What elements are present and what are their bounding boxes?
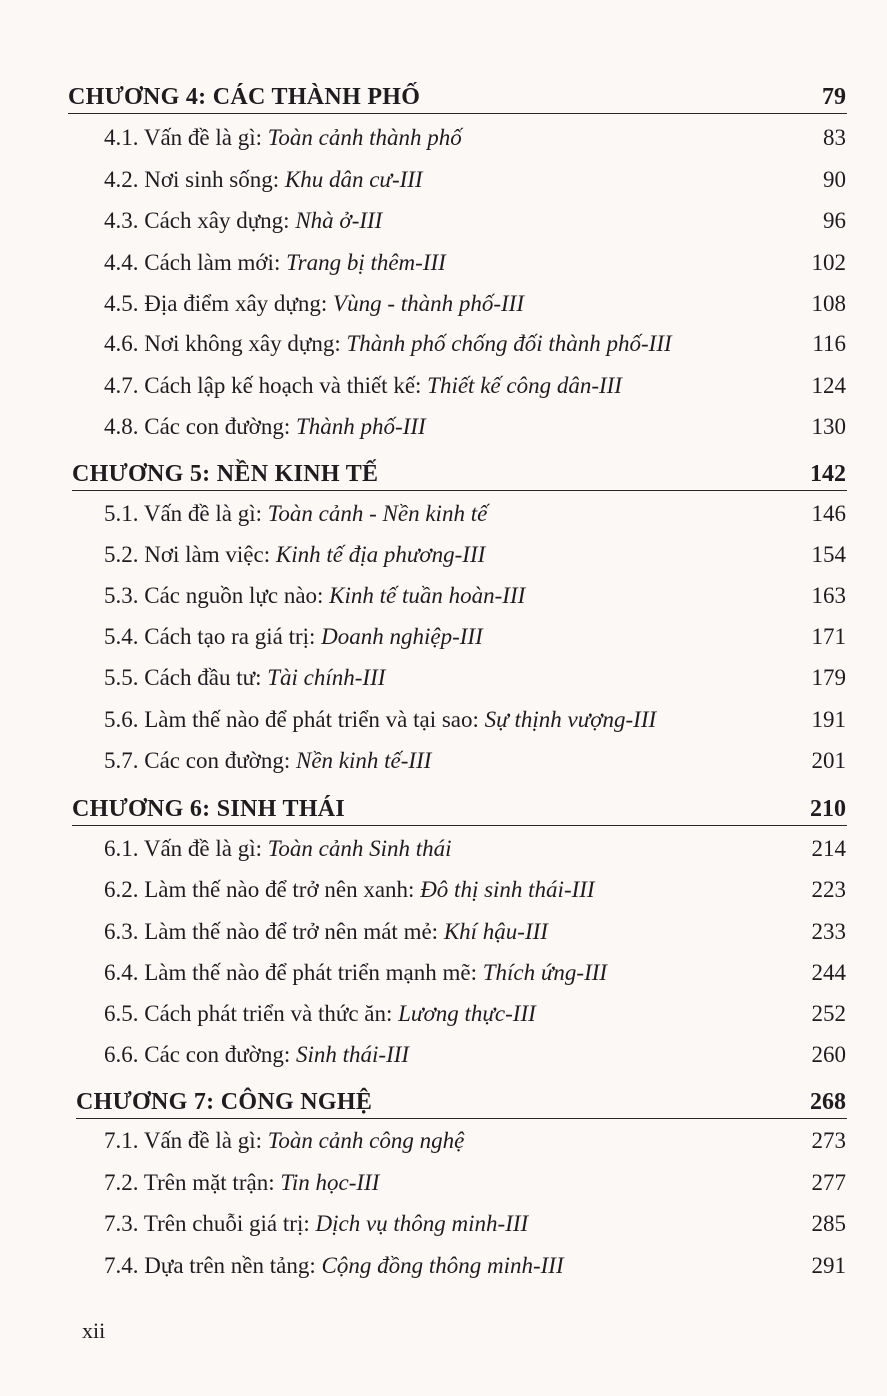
toc-entry: 5.1. Vấn đề là gì: Toàn cảnh - Nền kinh tế xyxy=(104,501,488,526)
toc-entry: 5.6. Làm thế nào để phát triển và tại sao: Sự thịnh vượng-III xyxy=(104,707,657,732)
toc-entry: 5.2. Nơi làm việc: Kinh tế địa phương-III xyxy=(104,542,486,567)
toc-entry: 5.7. Các con đường: Nền kinh tế-III xyxy=(104,748,432,773)
page-folio: xii xyxy=(82,1318,106,1343)
toc-entry-page: 223 xyxy=(811,877,846,902)
toc-entry-page: 124 xyxy=(811,373,846,398)
toc-entry-page: 96 xyxy=(823,208,846,233)
chapter-5-page: 142 xyxy=(810,461,846,487)
toc-entry: 5.4. Cách tạo ra giá trị: Doanh nghiệp-III xyxy=(104,624,483,649)
toc-entry-page: 83 xyxy=(823,125,846,150)
toc-entry: 4.8. Các con đường: Thành phố-III xyxy=(104,414,426,439)
toc-entry-page: 90 xyxy=(823,167,846,192)
chapter-7-page: 268 xyxy=(810,1089,846,1115)
toc-entry-page: 163 xyxy=(811,583,846,608)
toc-entry-page: 277 xyxy=(811,1170,846,1195)
toc-entry: 5.5. Cách đầu tư: Tài chính-III xyxy=(104,665,386,690)
toc-entry: 7.2. Trên mặt trận: Tin học-III xyxy=(104,1170,380,1195)
toc-entry-page: 233 xyxy=(811,919,846,944)
chapter-5-rule xyxy=(72,490,847,491)
chapter-4-rule xyxy=(68,113,847,114)
toc-entry: 4.3. Cách xây dựng: Nhà ở-III xyxy=(104,208,383,233)
toc-entry: 4.4. Cách làm mới: Trang bị thêm-III xyxy=(104,250,446,275)
toc-entry-page: 214 xyxy=(811,836,846,861)
toc-entry-page: 273 xyxy=(811,1128,846,1153)
toc-entry: 4.7. Cách lập kế hoạch và thiết kế: Thiết kế công dân-III xyxy=(104,373,622,398)
chapter-5-heading: CHƯƠNG 5: NỀN KINH TẾ xyxy=(72,461,379,487)
toc-entry: 6.1. Vấn đề là gì: Toàn cảnh Sinh thái xyxy=(104,836,452,861)
toc-entry: 4.6. Nơi không xây dựng: Thành phố chống đối thành phố-III xyxy=(104,331,672,356)
toc-entry-page: 260 xyxy=(811,1042,846,1067)
toc-entry-page: 201 xyxy=(811,748,846,773)
toc-entry-page: 108 xyxy=(811,291,846,316)
toc-entry: 6.3. Làm thế nào để trở nên mát mẻ: Khí hậu-III xyxy=(104,919,548,944)
toc-entry-page: 116 xyxy=(812,331,846,356)
toc-entry: 6.2. Làm thế nào để trở nên xanh: Đô thị sinh thái-III xyxy=(104,877,595,902)
toc-entry-page: 179 xyxy=(811,665,846,690)
toc-entry-page: 291 xyxy=(811,1253,846,1278)
toc-entry-page: 285 xyxy=(811,1211,846,1236)
toc-entry: 7.1. Vấn đề là gì: Toàn cảnh công nghệ xyxy=(104,1128,465,1153)
chapter-7-rule xyxy=(76,1118,847,1119)
toc-entry-page: 191 xyxy=(811,707,846,732)
toc-entry-page: 154 xyxy=(811,542,846,567)
chapter-6-page: 210 xyxy=(810,796,846,822)
toc-entry-page: 146 xyxy=(811,501,846,526)
chapter-4-page: 79 xyxy=(822,84,846,110)
chapter-6-heading: CHƯƠNG 6: SINH THÁI xyxy=(72,796,346,822)
toc-entry-page: 244 xyxy=(811,960,846,985)
toc-entry: 6.5. Cách phát triển và thức ăn: Lương thực-III xyxy=(104,1001,536,1026)
toc-entry: 4.1. Vấn đề là gì: Toàn cảnh thành phố xyxy=(104,125,462,150)
toc-entry: 6.6. Các con đường: Sinh thái-III xyxy=(104,1042,410,1067)
toc-entry-page: 130 xyxy=(811,414,846,439)
chapter-7-heading: CHƯƠNG 7: CÔNG NGHỆ xyxy=(76,1089,373,1115)
toc-entry: 4.5. Địa điểm xây dựng: Vùng - thành phố-III xyxy=(104,291,525,316)
toc-entry: 6.4. Làm thế nào để phát triển mạnh mẽ: Thích ứng-III xyxy=(104,960,608,985)
toc-entry-page: 252 xyxy=(811,1001,846,1026)
toc-entry: 7.3. Trên chuỗi giá trị: Dịch vụ thông minh-III xyxy=(104,1211,529,1236)
toc-entry-page: 102 xyxy=(811,250,846,275)
toc-entry-page: 171 xyxy=(811,624,846,649)
toc-entry: 7.4. Dựa trên nền tảng: Cộng đồng thông minh-III xyxy=(104,1253,564,1278)
toc-entry: 5.3. Các nguồn lực nào: Kinh tế tuần hoàn-III xyxy=(104,583,526,608)
chapter-4-heading: CHƯƠNG 4: CÁC THÀNH PHỐ xyxy=(68,84,421,110)
chapter-6-rule xyxy=(72,825,847,826)
toc-entry: 4.2. Nơi sinh sống: Khu dân cư-III xyxy=(104,167,423,192)
